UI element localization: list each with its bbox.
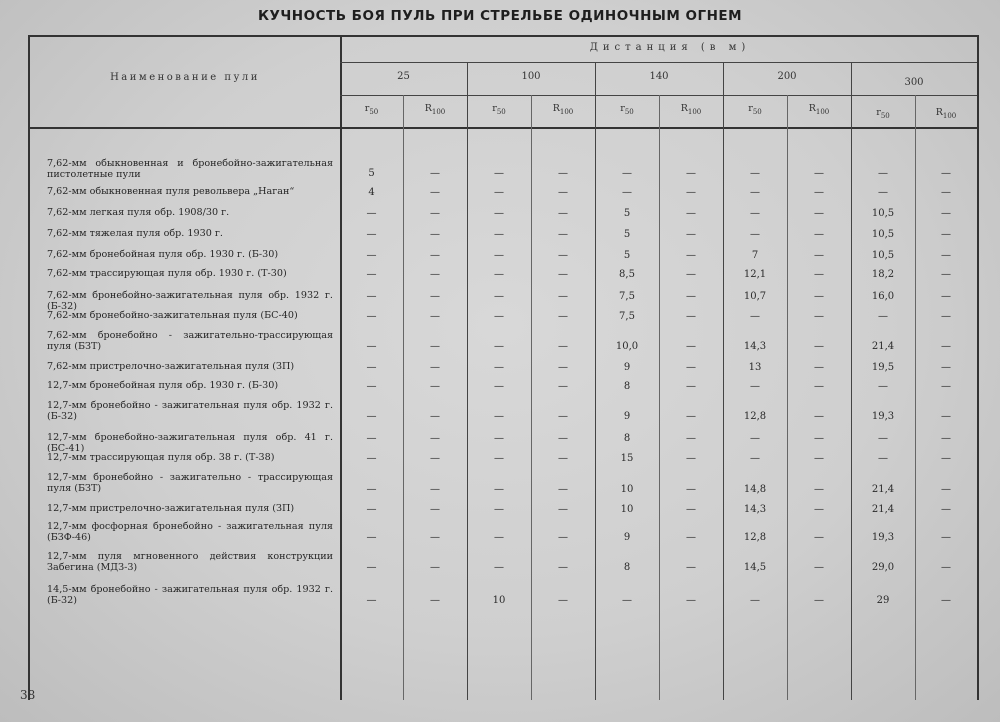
column-header-bullet-name: Наименование пули [110, 72, 260, 83]
distance-value-140: 140 [649, 71, 669, 82]
table-cell: — [941, 362, 951, 373]
table-cell: — [941, 291, 951, 302]
table-cell: — [494, 269, 504, 280]
table-cell: — [366, 311, 377, 322]
table-cell: — [814, 168, 824, 179]
distance-value-300: 300 [904, 77, 924, 88]
table-cell: — [814, 341, 824, 352]
subheader-symbol: r [492, 103, 497, 114]
table-cell: — [814, 433, 824, 444]
table-cell: — [558, 381, 568, 392]
table-cell: 14,8 [743, 484, 767, 495]
table-cell: — [494, 291, 504, 302]
table-cell: — [558, 433, 568, 444]
row-label: 12,7-мм пуля мгновенного действия конструкции Забегина (МДЗ-3) [47, 551, 333, 573]
table-cell: — [558, 250, 568, 261]
subheader-r50 [735, 103, 775, 116]
table-cell: — [750, 229, 760, 240]
subheader-R100 [543, 103, 583, 116]
table-cell: 10 [492, 595, 506, 606]
table-cell: — [750, 168, 760, 179]
table-cell: — [622, 595, 632, 606]
column-line [851, 62, 852, 700]
subheader-index: 100 [431, 107, 446, 116]
table-cell: 4 [368, 187, 375, 198]
table-cell: 9 [623, 362, 631, 373]
table-cell: — [750, 187, 760, 198]
row-label: 7,62-мм трассирующая пуля обр. 1930 г. (Т-30) [47, 268, 287, 279]
table-cell: 13 [748, 362, 762, 373]
table-cell: — [558, 311, 568, 322]
column-line [915, 95, 916, 700]
table-cell: — [686, 595, 696, 606]
table-cell: — [941, 187, 951, 198]
column-line [531, 95, 532, 700]
subheader-index: 100 [815, 107, 830, 116]
table-cell: 16,0 [871, 291, 895, 302]
table-cell: — [686, 229, 696, 240]
row-label: 12,7-мм бронебойно-зажигательная пуля обр. 41 г. (БС-41) [47, 432, 333, 454]
table-cell: — [814, 504, 824, 515]
table-cell: — [430, 411, 440, 422]
table-cell: — [494, 341, 504, 352]
table-cell: 14,5 [743, 562, 767, 573]
table-cell: — [622, 168, 632, 179]
table-cell: — [941, 381, 951, 392]
page-title: КУЧНОСТЬ БОЯ ПУЛЬ ПРИ СТРЕЛЬБЕ ОДИНОЧНЫМ ОГНЕМ [257, 8, 743, 24]
table-cell: 12,1 [743, 269, 767, 280]
table-cell: — [494, 311, 504, 322]
table-cell: — [366, 362, 377, 373]
table-cell: 15 [620, 453, 634, 464]
table-cell: — [878, 453, 888, 464]
table-cell: — [878, 381, 888, 392]
table-cell: 10,7 [743, 291, 767, 302]
table-cell: 5 [623, 208, 631, 219]
table-cell: — [430, 168, 440, 179]
subheader-r50 [479, 103, 519, 116]
table-cell: — [814, 411, 824, 422]
table-cell: — [686, 250, 696, 261]
table-cell: 19,3 [871, 532, 895, 543]
table-cell: 29,0 [871, 562, 895, 573]
table-cell: — [494, 484, 504, 495]
subheader-R100 [799, 103, 839, 116]
column-line [787, 95, 788, 700]
table-cell: — [686, 562, 696, 573]
table-cell: — [366, 269, 377, 280]
subheader-R100 [415, 103, 455, 116]
column-header-distance: Дистанция (в м) [589, 42, 751, 53]
table-cell: 7,5 [619, 311, 635, 322]
table-cell: — [558, 168, 568, 179]
table-cell: — [558, 187, 568, 198]
distance-value-200: 200 [777, 71, 797, 82]
table-cell: — [366, 532, 377, 543]
table-cell: 19,3 [871, 411, 895, 422]
table-cell: — [814, 532, 824, 543]
table-cell: — [814, 595, 824, 606]
table-cell: — [750, 433, 760, 444]
table-cell: — [814, 484, 824, 495]
table-cell: — [941, 411, 951, 422]
subheader-index: 100 [942, 111, 957, 120]
table-cell: — [430, 504, 440, 515]
table-cell: — [558, 291, 568, 302]
table-cell: — [878, 187, 888, 198]
table-cell: — [814, 453, 824, 464]
table-cell: — [558, 362, 568, 373]
row-label: 7,62-мм бронебойно - зажигательно-трассирующая пуля (БЗТ) [47, 330, 333, 352]
table-cell: — [430, 341, 440, 352]
table-cell: 8 [623, 562, 631, 573]
row-label: 14,5-мм бронебойно - зажигательная пуля обр. 1932 г. (Б-32) [47, 584, 333, 606]
table-cell: — [494, 433, 504, 444]
table-cell: — [494, 187, 504, 198]
table-cell: — [494, 250, 504, 261]
table-cell: — [430, 250, 440, 261]
column-line [723, 62, 724, 700]
table-cell: — [750, 381, 760, 392]
table-cell: — [558, 484, 568, 495]
table-cell: — [430, 595, 440, 606]
table-cell: — [366, 208, 377, 219]
table-cell: — [366, 250, 377, 261]
table-cell: — [558, 453, 568, 464]
column-line [467, 62, 468, 700]
table-cell: — [941, 504, 951, 515]
table-cell: — [878, 433, 888, 444]
row-label: 7,62-мм тяжелая пуля обр. 1930 г. [47, 228, 223, 239]
table-cell: 5 [368, 168, 375, 179]
table-cell: 18,2 [871, 269, 895, 280]
table-cell: — [366, 411, 377, 422]
table-cell: 9 [623, 532, 631, 543]
distance-value-100: 100 [521, 71, 541, 82]
table-cell: — [941, 208, 951, 219]
row-label: 12,7-мм бронебойно - зажигательно - трассирующая пуля (БЗТ) [47, 472, 333, 494]
table-cell: — [430, 362, 440, 373]
distance-header-divider [340, 62, 977, 63]
table-cell: — [366, 341, 377, 352]
subheader-symbol: R [808, 103, 816, 114]
table-cell: — [686, 187, 696, 198]
subheader-r50 [352, 103, 392, 116]
table-cell: — [366, 453, 377, 464]
table-cell: 8,5 [619, 269, 635, 280]
table-cell: — [366, 381, 377, 392]
table-cell: — [430, 484, 440, 495]
table-cell: — [558, 341, 568, 352]
table-cell: — [430, 381, 440, 392]
row-label: 12,7-мм бронебойная пуля обр. 1930 г. (Б-30) [47, 380, 279, 391]
table-cell: — [686, 168, 696, 179]
table-cell: 21,4 [871, 341, 895, 352]
table-cell: — [750, 208, 760, 219]
table-cell: — [686, 208, 696, 219]
distance-value-25: 25 [397, 71, 410, 82]
table-cell: 8 [623, 433, 631, 444]
table-cell: — [366, 504, 377, 515]
table-cell: — [686, 362, 696, 373]
table-cell: — [430, 311, 440, 322]
table-cell: — [494, 381, 504, 392]
table-cell: — [878, 168, 888, 179]
table-cell: — [814, 250, 824, 261]
subheader-symbol: r [364, 103, 370, 114]
table-cell: — [686, 291, 696, 302]
table-cell: 10,0 [615, 341, 639, 352]
row-label: 7,62-мм пристрелочно-зажигательная пуля (ЗП) [47, 361, 295, 372]
row-label: 12,7-мм трассирующая пуля обр. 38 г. (Т-38) [47, 452, 275, 463]
subheader-index: 50 [624, 107, 634, 116]
table-cell: — [814, 269, 824, 280]
table-cell: — [814, 187, 824, 198]
table-cell: 10 [620, 504, 634, 515]
table-cell: 10 [620, 484, 634, 495]
table-cell: 12,8 [743, 411, 767, 422]
table-cell: 5 [623, 250, 631, 261]
table-right-border [977, 35, 979, 700]
table-cell: 12,8 [743, 532, 767, 543]
row-label: 7,62-мм бронебойная пуля обр. 1930 г. (Б-30) [47, 249, 279, 260]
subheader-index: 100 [559, 107, 574, 116]
subheader-symbol: r [748, 103, 753, 114]
table-cell: — [494, 453, 504, 464]
table-cell: 10,5 [871, 229, 895, 240]
table-cell: 29 [876, 595, 890, 606]
table-cell: 19,5 [871, 362, 895, 373]
table-cell: — [494, 168, 504, 179]
table-cell: — [941, 433, 951, 444]
subheader-index: 50 [369, 107, 379, 116]
row-label: 7,62-мм обыкновенная пуля револьвера „Наган“ [47, 186, 295, 197]
table-cell: — [622, 187, 632, 198]
table-cell: — [686, 381, 696, 392]
table-cell: — [494, 362, 504, 373]
subheader-index: 50 [752, 107, 762, 116]
table-cell: 9 [623, 411, 631, 422]
subheader-symbol: r [876, 107, 881, 118]
subheader-r50 [607, 103, 647, 116]
table-cell: — [430, 291, 440, 302]
table-cell: — [430, 208, 440, 219]
table-cell: — [366, 433, 377, 444]
header-bottom-border [28, 127, 978, 129]
table-cell: — [558, 269, 568, 280]
table-cell: — [430, 532, 440, 543]
table-cell: — [686, 484, 696, 495]
table-cell: — [558, 411, 568, 422]
row-label: 7,62-мм бронебойно-зажигательная пуля (БС-40) [47, 310, 298, 321]
table-cell: — [430, 269, 440, 280]
table-cell: — [750, 311, 760, 322]
table-cell: 10,5 [871, 208, 895, 219]
table-cell: — [686, 269, 696, 280]
table-cell: — [814, 562, 824, 573]
subheader-symbol: R [680, 103, 688, 114]
table-cell: — [686, 311, 696, 322]
table-cell: — [941, 562, 951, 573]
subheader-index: 50 [496, 107, 506, 116]
table-cell: — [494, 562, 504, 573]
table-cell: — [366, 484, 377, 495]
table-cell: — [558, 595, 568, 606]
row-label: 7,62-мм обыкновенная и бронебойно-зажигательная пистолетные пули [47, 158, 333, 180]
table-cell: — [366, 291, 377, 302]
subheader-symbol: R [935, 107, 943, 118]
table-cell: — [941, 229, 951, 240]
name-column-divider [340, 35, 342, 700]
table-cell: — [686, 453, 696, 464]
table-cell: — [430, 433, 440, 444]
table-cell: — [494, 411, 504, 422]
table-cell: 5 [623, 229, 631, 240]
table-cell: — [941, 453, 951, 464]
table-cell: — [494, 532, 504, 543]
table-cell: 7,5 [619, 291, 635, 302]
table-cell: — [558, 504, 568, 515]
column-line [403, 95, 404, 700]
table-cell: — [494, 504, 504, 515]
table-cell: 14,3 [743, 341, 767, 352]
subheader-index: 100 [687, 107, 702, 116]
table-left-border [28, 35, 30, 700]
table-cell: — [558, 562, 568, 573]
row-label: 12,7-мм пристрелочно-зажигательная пуля (ЗП) [47, 503, 295, 514]
row-label: 7,62-мм легкая пуля обр. 1908/30 г. [47, 207, 230, 218]
table-cell: 7 [751, 250, 759, 261]
table-cell: — [366, 562, 377, 573]
table-cell: — [558, 229, 568, 240]
table-cell: — [941, 250, 951, 261]
table-cell: — [814, 291, 824, 302]
table-cell: — [814, 208, 824, 219]
table-cell: — [430, 453, 440, 464]
subheader-index: 50 [880, 111, 890, 120]
table-cell: — [686, 504, 696, 515]
subheader-symbol: r [620, 103, 625, 114]
subheader-R100 [671, 103, 711, 116]
table-cell: — [941, 532, 951, 543]
table-cell: — [366, 595, 377, 606]
table-cell: — [878, 311, 888, 322]
table-cell: — [941, 168, 951, 179]
table-cell: — [686, 411, 696, 422]
table-cell: — [814, 381, 824, 392]
table-cell: 21,4 [871, 484, 895, 495]
table-cell: — [750, 595, 760, 606]
row-label: 7,62-мм бронебойно-зажигательная пуля обр. 1932 г. (Б-32) [47, 290, 333, 312]
table-cell: — [494, 229, 504, 240]
table-cell: — [814, 362, 824, 373]
table-top-border [28, 35, 978, 37]
row-label: 12,7-мм фосфорная бронебойно - зажигательная пуля (БЗФ-46) [47, 521, 333, 543]
table-cell: — [558, 532, 568, 543]
table-cell: 10,5 [871, 250, 895, 261]
subheader-R100 [926, 107, 966, 120]
table-cell: — [814, 311, 824, 322]
row-label: 12,7-мм бронебойно - зажигательная пуля обр. 1932 г. (Б-32) [47, 400, 333, 422]
table-cell: — [941, 341, 951, 352]
table-cell: — [430, 187, 440, 198]
subheader-r50 [863, 107, 903, 120]
column-line [659, 95, 660, 700]
table-cell: 21,4 [871, 504, 895, 515]
table-cell: — [558, 208, 568, 219]
table-cell: — [686, 433, 696, 444]
table-cell: — [750, 453, 760, 464]
table-cell: 14,3 [743, 504, 767, 515]
table-cell: — [430, 562, 440, 573]
table-cell: — [941, 269, 951, 280]
subheader-symbol: R [424, 103, 432, 114]
table-cell: — [686, 532, 696, 543]
page-number: 38 [20, 688, 36, 702]
table-cell: — [366, 229, 377, 240]
table-cell: — [941, 311, 951, 322]
subheader-symbol: R [552, 103, 560, 114]
table-cell: — [686, 341, 696, 352]
column-line [595, 62, 596, 700]
table-cell: — [494, 208, 504, 219]
table-cell: — [941, 595, 951, 606]
table-cell: — [430, 229, 440, 240]
table-cell: 8 [623, 381, 631, 392]
table-cell: — [814, 229, 824, 240]
table-cell: — [941, 484, 951, 495]
